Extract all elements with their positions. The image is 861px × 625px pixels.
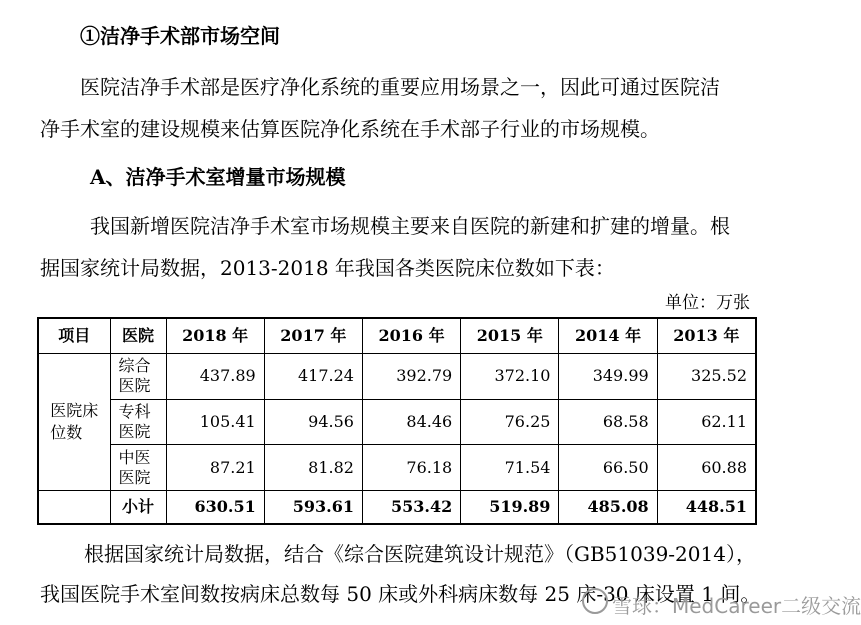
paragraph-2-line-2: 据国家统计局数据，2013-2018 年我国各类医院床位数如下表：	[40, 256, 615, 280]
table-row	[38, 445, 756, 491]
value-cell: 84.46	[362, 399, 460, 445]
value-cell: 68.58	[559, 399, 657, 445]
group-label-cell	[38, 354, 110, 491]
value-cell: 71.54	[461, 445, 559, 491]
category-cell: 中医医院	[110, 445, 166, 491]
category-cell: 综合医院	[110, 354, 166, 400]
empty-cell	[38, 491, 110, 524]
subtotal-value: 485.08	[559, 491, 657, 524]
subtotal-value: 553.42	[362, 491, 460, 524]
subtotal-value: 630.51	[166, 491, 264, 524]
subtotal-value: 593.61	[264, 491, 362, 524]
value-cell: 392.79	[362, 354, 460, 400]
value-cell: 62.11	[657, 399, 756, 445]
header-item: 项目	[38, 318, 110, 354]
section-heading: ①洁净手术部市场空间	[80, 24, 280, 48]
bed-count-table	[37, 317, 757, 525]
unit-label: 单位：万张	[665, 293, 750, 313]
value-cell: 417.24	[264, 354, 362, 400]
value-cell: 325.52	[657, 354, 756, 400]
value-cell: 60.88	[657, 445, 756, 491]
watermark: 雪球：MedCareer二级交流	[612, 594, 861, 618]
value-cell: 94.56	[264, 399, 362, 445]
header-year: 2013 年	[657, 318, 756, 354]
header-year: 2017 年	[264, 318, 362, 354]
category-cell: 专科医院	[110, 399, 166, 445]
paragraph-3-line-1: 根据国家统计局数据，结合《综合医院建筑设计规范》（GB51039-2014），	[84, 542, 756, 566]
value-cell: 372.10	[461, 354, 559, 400]
paragraph-1-line-1: 医院洁净手术部是医疗净化系统的重要应用场景之一，因此可通过医院洁	[80, 75, 720, 99]
value-cell: 81.82	[264, 445, 362, 491]
value-cell: 87.21	[166, 445, 264, 491]
value-cell: 349.99	[559, 354, 657, 400]
subtotal-value: 519.89	[461, 491, 559, 524]
subtotal-value: 448.51	[657, 491, 756, 524]
header-year: 2015 年	[461, 318, 559, 354]
group-label: 医院床位数	[50, 401, 99, 443]
value-cell: 105.41	[166, 399, 264, 445]
table-total-row	[38, 491, 756, 524]
header-hospital: 医院	[110, 318, 166, 354]
header-year: 2018 年	[166, 318, 264, 354]
value-cell: 76.18	[362, 445, 460, 491]
header-year: 2016 年	[362, 318, 460, 354]
table-header-row	[38, 318, 756, 354]
header-year: 2014 年	[559, 318, 657, 354]
paragraph-3-line-2: 我国医院手术室间数按病床总数每 50 床或外科病床数每 25 床-30 床设置 1 间。	[40, 582, 761, 606]
value-cell: 437.89	[166, 354, 264, 400]
paragraph-2-line-1: 我国新增医院洁净手术室市场规模主要来自医院的新建和扩建的增量。根	[90, 214, 730, 238]
value-cell: 66.50	[559, 445, 657, 491]
snowball-logo-icon	[582, 588, 608, 614]
subtotal-label: 小计	[110, 491, 166, 524]
table-row	[38, 354, 756, 400]
table-row	[38, 399, 756, 445]
subsection-heading: A、洁净手术室增量市场规模	[90, 165, 346, 189]
paragraph-1-line-2: 净手术室的建设规模来估算医院净化系统在手术部子行业的市场规模。	[40, 117, 660, 141]
value-cell: 76.25	[461, 399, 559, 445]
